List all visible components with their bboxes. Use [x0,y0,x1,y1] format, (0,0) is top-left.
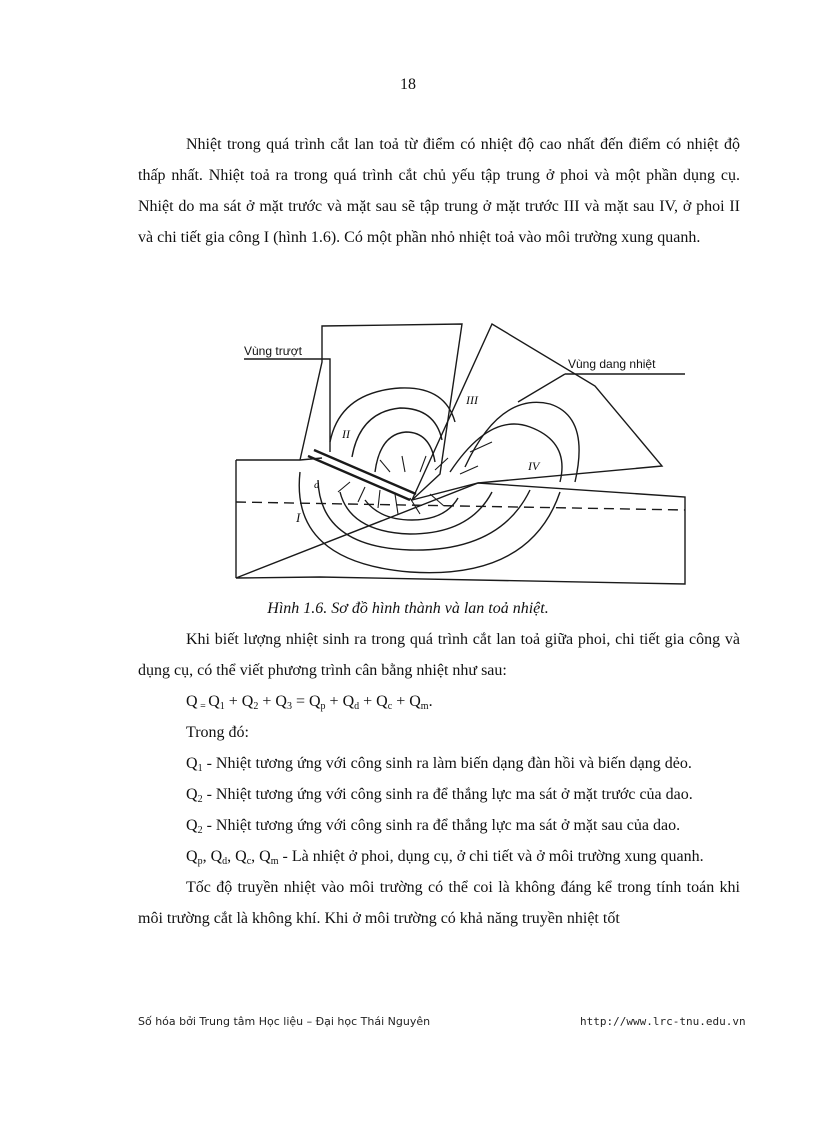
definition-q1: $Q_1$ - Nhiệt tương ứng với công sinh ra làm biến dạng đàn hồi và biến dạng dẻo. [186,755,692,774]
where-label: Trong đó: [186,724,249,741]
figure-caption: Hình 1.6. Sơ đồ hình thành và lan toả nhiệt. [267,600,549,617]
heat-diagram-figure [230,322,690,594]
label-I: I [296,510,301,525]
label-a: a [314,479,320,491]
label-III: III [466,393,478,407]
definition-q2-back: $Q_2$ - Nhiệt tương ứng với công sinh ra để thắng lực ma sát ở mặt sau của dao. [186,817,681,836]
page-number: 18 [400,76,416,93]
cut-line [236,502,685,510]
isotherm-tool-1 [450,424,562,482]
paragraph-balance-intro: Khi biết lượng nhiệt sinh ra trong quá trình cắt lan toả giữa phoi, chi tiết gia công và dụng cụ, có thể viết phương trình cân bằng nhiệt như sau: [138,631,740,679]
label-IV: IV [528,459,540,473]
heat-balance-equation: Q $_=$ $Q_1 + Q_2 + Q_3 = Q_p + Q_d + Q_c + Q_m$. [186,693,433,712]
isotherm-chip-3 [375,432,435,472]
footer-source: Số hóa bởi Trung tâm Học liệu – Đại học Thái Nguyên [138,1015,431,1028]
label-slip-zone: Vùng trượt [244,344,302,358]
leader-heat [518,374,685,402]
footer-url[interactable]: http://www.lrc-tnu.edu.vn [580,1015,746,1028]
label-heat-zone: Vùng dang nhiệt [568,357,656,371]
isotherm-1 [299,472,560,573]
paragraph-transfer-speed: Tốc độ truyền nhiệt vào môi trường có thể coi là không đáng kể trong tính toán khi môi trường cắt là không khí. Khi ở môi trường có khả năng truyền nhiệt tốt [138,879,740,927]
label-II: II [342,427,350,441]
chip-outline [300,324,462,500]
isotherm-chip-2 [352,408,442,457]
definition-q-list: $Q_p$, $Q_d$, $Q_c$, $Q_m$ - Là nhiệt ở phoi, dụng cụ, ở chi tiết và ở môi trường xung quanh. [186,848,704,867]
workpiece-outline [236,458,685,584]
definition-q2-front: $Q_2$ - Nhiệt tương ứng với công sinh ra để thắng lực ma sát ở mặt trước của dao. [186,786,693,805]
leader-slip [244,359,330,452]
paragraph-heat-spread: Nhiệt trong quá trình cắt lan toả từ điểm có nhiệt độ cao nhất đến điểm có nhiệt độ thấp nhất. Nhiệt toả ra trong quá trình cắt chủ yếu tập trung ở phoi và một phần dụng cụ. Nhiệt do ma sát ở mặt trước và mặt sau sẽ tập trung ở mặt trước III và mặt sau IV, ở phoi II và chi tiết gia công I (hình 1.6). Có một phần nhỏ nhiệt toả vào môi trường xung quanh. [138,136,740,246]
body-text [138,624,740,934]
isotherm-2 [318,480,530,550]
